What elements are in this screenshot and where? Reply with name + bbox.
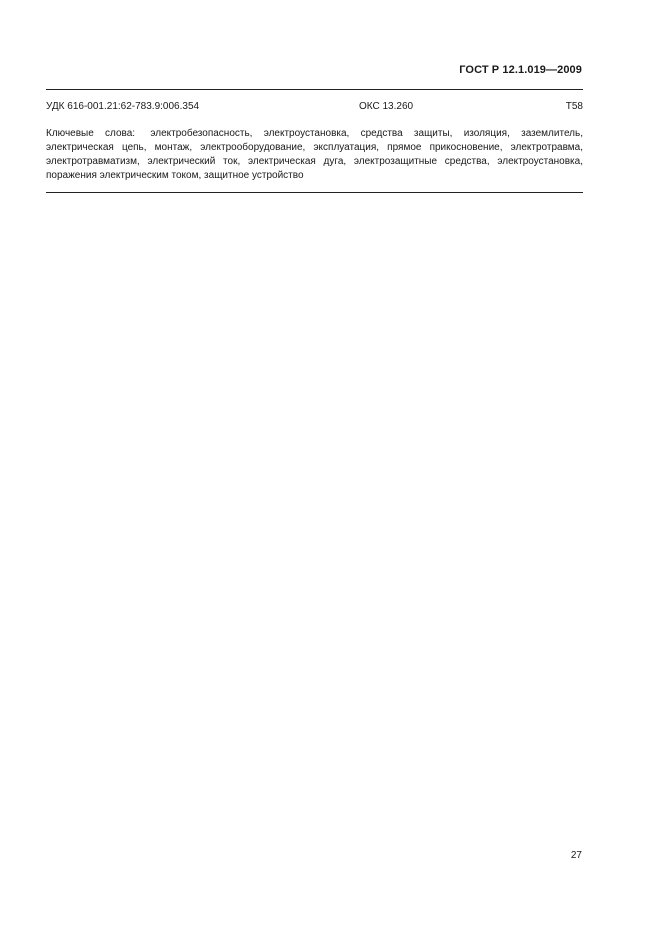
keywords-paragraph bbox=[46, 127, 583, 183]
oks-code: ОКС 13.260 bbox=[359, 101, 414, 112]
keywords-text: электробезопасность, электроустановка, средства защиты, изоляция, заземлитель, электрическая цепь, монтаж, электрооборудование, эксплуатация, прямое прикосновение, электротравма, электротравматизм, электрический ток, электрическая дуга, электрозащитные средства, электроустановка, поражения электрическим током, защитное устройство bbox=[46, 128, 583, 181]
standard-code: ГОСТ Р 12.1.019—2009 bbox=[459, 64, 582, 76]
keywords-label: Ключевые слова: bbox=[46, 128, 136, 139]
classification-code: Т58 bbox=[565, 101, 583, 112]
udk-code: УДК 616-001.21:62-783.9:006.354 bbox=[46, 101, 200, 112]
classification-line bbox=[46, 101, 583, 115]
page-number: 27 bbox=[570, 850, 582, 861]
bottom-divider bbox=[46, 192, 583, 193]
top-divider bbox=[46, 89, 583, 90]
